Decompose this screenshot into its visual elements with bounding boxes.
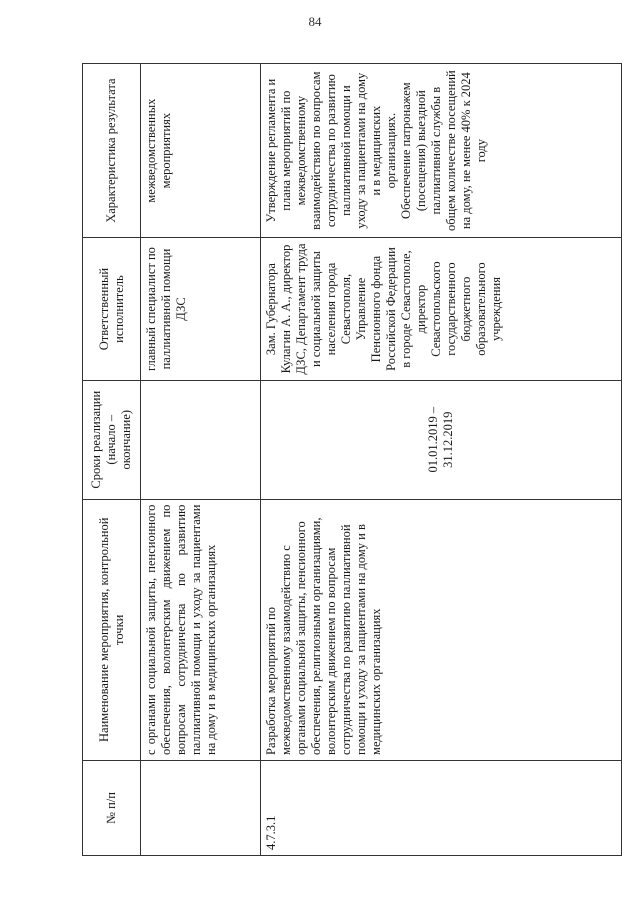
cell-num: 4.7.3.1 xyxy=(261,760,622,855)
result-paragraph-1: Утверждение регламента и плана мероприятий по межведомственному взаимодействию по вопросам сотрудничества по развитию паллиативной помощи и уходу за пациентами на дому и в медицинских организациях. xyxy=(264,71,398,230)
cell-num xyxy=(141,760,261,855)
table-row xyxy=(141,64,261,856)
cell-dates xyxy=(141,380,261,499)
rotated-table-container xyxy=(82,63,622,856)
header-name: Наименование мероприятия, контрольной точки xyxy=(83,499,141,760)
cell-dates: 01.01.2019 – 31.12.2019 xyxy=(261,380,622,499)
result-paragraph-2: Обеспечение патронажем (посещения) выездной паллиативной службы в общем количестве посещений на дому, не менее 40% к 2024 году xyxy=(399,70,488,231)
cell-responsible: Зам. Губернатора Кулагин А. А., директор ДЗС, Департамент труда и социальной защиты населения города Севастополя, Управление Пенсионного фонда Российской Федерации в городе Севастополе, директор Севастопольского государственного бюджетного образовательного учреждения xyxy=(261,238,622,381)
cell-result: межведомственных мероприятиях xyxy=(141,64,261,238)
page-number: 84 xyxy=(308,14,322,29)
table-row xyxy=(261,64,622,856)
cell-responsible: главный специалист по паллиативной помощи ДЗС xyxy=(141,238,261,381)
header-result: Характеристика результата xyxy=(83,64,141,238)
cell-result xyxy=(261,64,622,238)
cell-name: Разработка мероприятий по межведомственному взаимодействию с органами социальной защиты, пенсионного обеспечения, религиозными организациями, волонтерским движением по вопросам сотрудничества по развитию паллиативной помощи и уходу за пациентами на дому и в медицинских организациях xyxy=(261,499,622,760)
table-header-row xyxy=(83,64,141,856)
header-dates: Сроки реализации (начало – окончание) xyxy=(83,380,141,499)
cell-name: с органами социальной защиты, пенсионного обеспечения, волонтерским движением по вопросам сотрудничества по развитию паллиативной помощи и уходу за пациентами на дому и в медицинских организациях xyxy=(141,499,261,760)
measures-table xyxy=(82,63,622,856)
header-responsible: Ответственный исполнитель xyxy=(83,238,141,381)
header-num: № п/п xyxy=(83,760,141,855)
